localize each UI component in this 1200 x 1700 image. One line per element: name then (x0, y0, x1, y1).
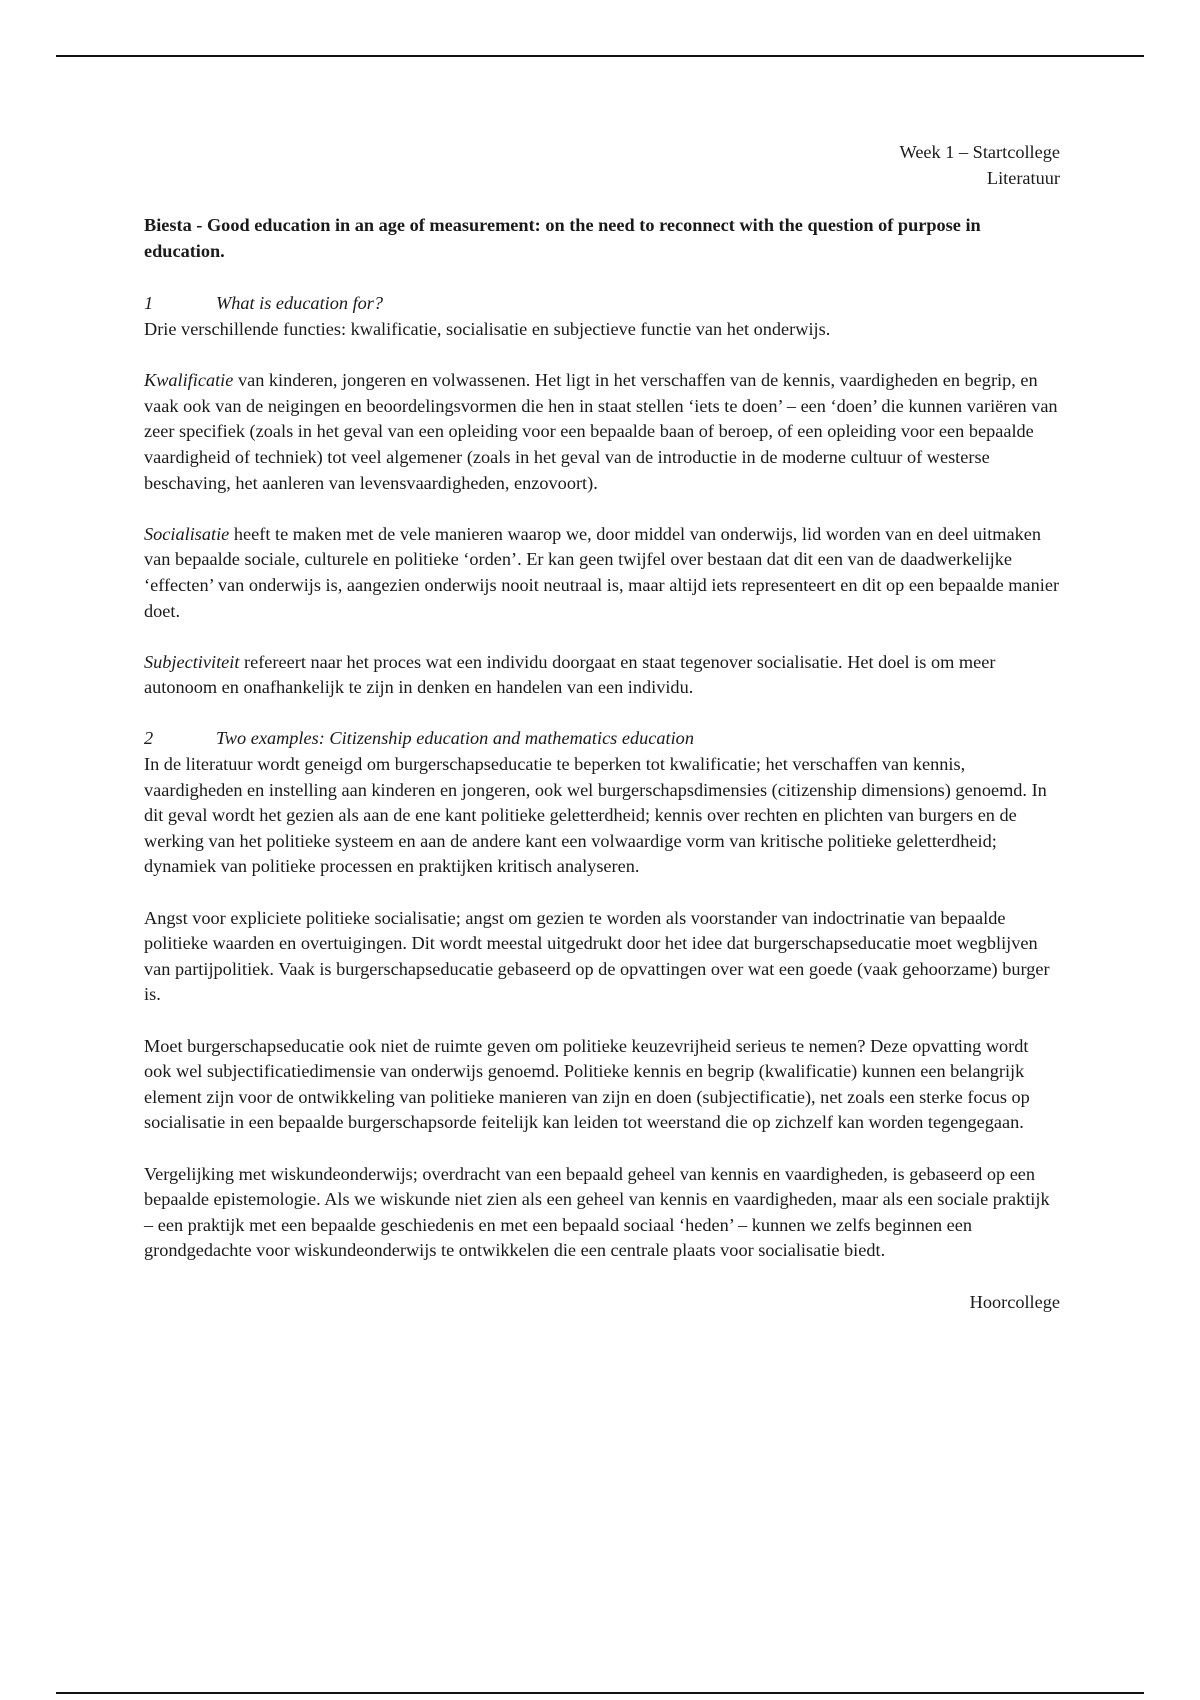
section-1-number: 1 (144, 293, 154, 314)
section-2-paragraph: Moet burgerschapseducatie ook niet de ruimte geven om politieke keuzevrijheid serieus te nemen? Deze opvatting wordt ook wel subjectificatiedimensie van onderwijs genoemd. Politieke kennis en begrip (kwalificatie) kunnen een belangrijk element zijn voor de ontwikkeling van politieke manieren van zijn en doen (subjectificatie), net zoals een sterke focus op socialisatie in een bepaalde burgerschapsorde feitelijk kan leiden tot weerstand die op zichzelf kan worden tegengegaan. (144, 1035, 1030, 1133)
section-2-paragraph: In de literatuur wordt geneigd om burgerschapseducatie te beperken tot kwalificatie; het verschaffen van kennis, vaardigheden en instelling aan kinderen en jongeren, ook wel burgerschapsdimensies (citizenship dimensions) genoemd. In dit geval wordt het gezien als aan de ene kant politieke geletterdheid; kennis over rechten en plichten van burgers en de werking van het politieke systeem en aan de andere kant een volwaardige vorm van kritische politieke geletterdheid; dynamiek van politieke processen en praktijken kritisch analyseren. (144, 754, 1047, 877)
bottom-rule (56, 1692, 1144, 1694)
week-label: Week 1 – Startcollege (899, 142, 1060, 162)
section-2-paragraph: Vergelijking met wiskundeonderwijs; overdracht van een bepaald geheel van kennis en vaardigheden, is gebaseerd op een bepaalde epistemologie. Als we wiskunde niet zien als een geheel van kennis en vaardigheden, maar als een sociale praktijk – een praktijk met een bepaalde geschiedenis en met een bepaald sociaal ‘heden’ – kunnen we zelfs beginnen een grondgedachte voor wiskundeonderwijs te ontwikkelen die een centrale plaats voor socialisatie biedt. (144, 1163, 1050, 1261)
paragraph-subjectiviteit (144, 650, 1060, 701)
document-title: Biesta - Good education in an age of measurement: on the need to reconnect with the question of purpose in education. (144, 215, 981, 261)
paragraph-kwalificatie (144, 368, 1060, 496)
section-1-intro: Drie verschillende functies: kwalificatie, socialisatie en subjectieve functie van het onderwijs. (144, 318, 831, 339)
document-page (144, 140, 1060, 1315)
text-kwalificatie: van kinderen, jongeren en volwassenen. Het ligt in het verschaffen van de kennis, vaardigheden en begrip, en vaak ook van de neigingen en beoordelingsvormen die hen in staat stellen ‘iets te doen’ – een ‘doen’ die kunnen variëren van zeer specifiek (zoals in het geval van een opleiding voor een bepaalde baan of beroep, of een opleiding voor een bepaalde vaardigheid of techniek) tot veel algemener (zoals in het geval van de introductie in de moderne cultuur of westerse beschaving, het aanleren van levensvaardigheden, enzovoort). (144, 370, 1058, 493)
term-kwalificatie: Kwalificatie (144, 370, 234, 391)
top-rule (56, 55, 1144, 57)
section-2-title: Two examples: Citizenship education and mathematics education (216, 728, 694, 749)
paragraph-socialisatie (144, 522, 1060, 624)
section-2-heading (144, 726, 1060, 752)
section-2-paragraph: Angst voor expliciete politieke socialisatie; angst om gezien te worden als voorstander van indoctrinatie van bepaalde politieke waarden en overtuigingen. Dit wordt meestal uitgedrukt door het idee dat burgerschapseducatie moet wegblijven van partijpolitiek. Vaak is burgerschapseducatie gebaseerd op de opvattingen over wat een goede (vaak gehoorzame) burger is. (144, 907, 1050, 1005)
term-subjectiviteit: Subjectiviteit (144, 651, 240, 672)
section-2-number: 2 (144, 728, 154, 749)
section-1-heading (144, 291, 1060, 317)
next-section-label: Hoorcollege (969, 1291, 1060, 1312)
section-label: Literatuur (986, 167, 1060, 188)
term-socialisatie: Socialisatie (144, 523, 230, 544)
section-1-title: What is education for? (216, 293, 384, 314)
text-socialisatie: heeft te maken met de vele manieren waarop we, door middel van onderwijs, lid worden van en deel uitmaken van bepaalde sociale, culturele en politieke ‘orden’. Er kan geen twijfel over bestaan dat dit een van de daadwerkelijke ‘effecten’ van onderwijs is, aangezien onderwijs nooit neutraal is, maar altijd iets representeert en dit op een bepaalde manier doet. (144, 523, 1060, 621)
text-subjectiviteit: refereert naar het proces wat een individu doorgaat en staat tegenover socialisatie. Het doel is om meer autonoom en onafhankelijk te zijn in denken en handelen van een individu. (144, 651, 996, 698)
